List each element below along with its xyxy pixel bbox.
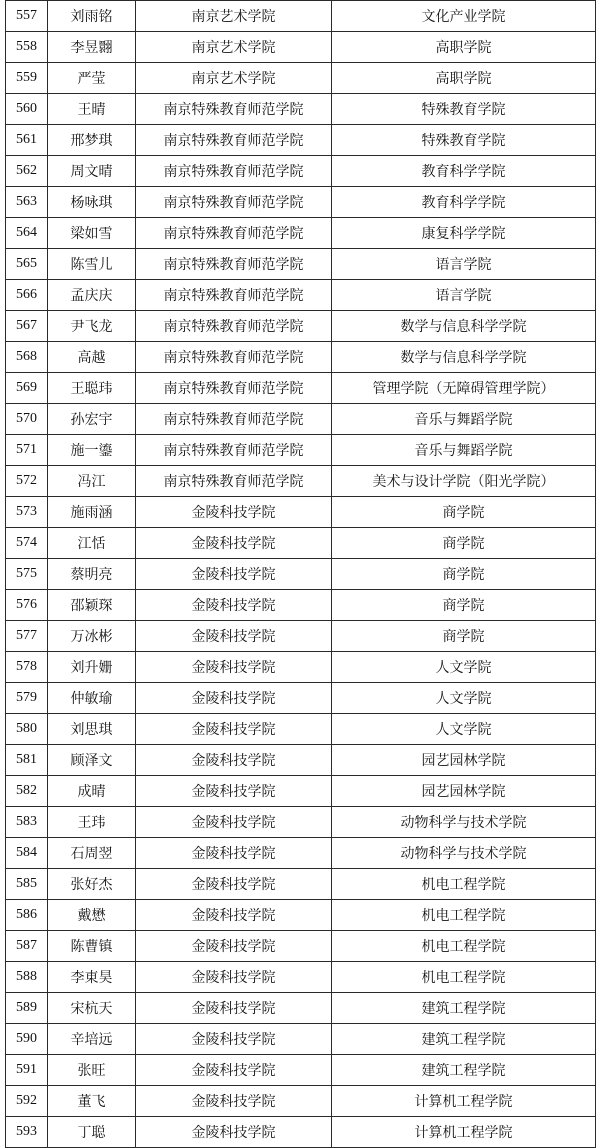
- row-number: 564: [6, 218, 48, 249]
- row-number: 576: [6, 590, 48, 621]
- college-name: 高职学院: [332, 32, 596, 63]
- row-number: 574: [6, 528, 48, 559]
- student-name: 刘雨铭: [48, 1, 136, 32]
- table-row: [6, 559, 596, 590]
- table-row: [6, 125, 596, 156]
- student-name: 辛培远: [48, 1024, 136, 1055]
- table-row: [6, 404, 596, 435]
- student-name: 王聪玮: [48, 373, 136, 404]
- student-name: 顾泽文: [48, 745, 136, 776]
- college-name: 建筑工程学院: [332, 1055, 596, 1086]
- table-row: [6, 63, 596, 94]
- row-number: 588: [6, 962, 48, 993]
- row-number: 561: [6, 125, 48, 156]
- college-name: 商学院: [332, 559, 596, 590]
- college-name: 机电工程学院: [332, 931, 596, 962]
- school-name: 金陵科技学院: [136, 838, 332, 869]
- row-number: 562: [6, 156, 48, 187]
- college-name: 园艺园林学院: [332, 745, 596, 776]
- student-name: 仲敏瑜: [48, 683, 136, 714]
- row-number: 559: [6, 63, 48, 94]
- student-name: 张旺: [48, 1055, 136, 1086]
- college-name: 计算机工程学院: [332, 1117, 596, 1148]
- college-name: 建筑工程学院: [332, 1024, 596, 1055]
- school-name: 南京特殊教育师范学院: [136, 311, 332, 342]
- student-name: 施一鎏: [48, 435, 136, 466]
- school-name: 金陵科技学院: [136, 559, 332, 590]
- student-name: 宋杭天: [48, 993, 136, 1024]
- college-name: 康复科学学院: [332, 218, 596, 249]
- school-name: 南京特殊教育师范学院: [136, 373, 332, 404]
- school-name: 金陵科技学院: [136, 714, 332, 745]
- table-row: [6, 435, 596, 466]
- college-name: 美术与设计学院（阳光学院）: [332, 466, 596, 497]
- roster-table: [5, 0, 596, 1148]
- college-name: 语言学院: [332, 249, 596, 280]
- row-number: 565: [6, 249, 48, 280]
- school-name: 金陵科技学院: [136, 1024, 332, 1055]
- roster-table-body: [6, 1, 596, 1148]
- student-name: 蔡明亮: [48, 559, 136, 590]
- row-number: 583: [6, 807, 48, 838]
- college-name: 音乐与舞蹈学院: [332, 404, 596, 435]
- school-name: 金陵科技学院: [136, 931, 332, 962]
- student-name: 万冰彬: [48, 621, 136, 652]
- college-name: 动物科学与技术学院: [332, 838, 596, 869]
- school-name: 金陵科技学院: [136, 1117, 332, 1148]
- school-name: 南京艺术学院: [136, 32, 332, 63]
- student-name: 周文晴: [48, 156, 136, 187]
- document-page: [5, 0, 595, 1148]
- college-name: 商学院: [332, 621, 596, 652]
- student-name: 刘思琪: [48, 714, 136, 745]
- college-name: 特殊教育学院: [332, 94, 596, 125]
- college-name: 商学院: [332, 590, 596, 621]
- student-name: 孟庆庆: [48, 280, 136, 311]
- college-name: 计算机工程学院: [332, 1086, 596, 1117]
- college-name: 商学院: [332, 497, 596, 528]
- row-number: 579: [6, 683, 48, 714]
- school-name: 南京特殊教育师范学院: [136, 280, 332, 311]
- row-number: 572: [6, 466, 48, 497]
- row-number: 587: [6, 931, 48, 962]
- table-row: [6, 342, 596, 373]
- row-number: 592: [6, 1086, 48, 1117]
- row-number: 585: [6, 869, 48, 900]
- table-row: [6, 993, 596, 1024]
- college-name: 商学院: [332, 528, 596, 559]
- school-name: 金陵科技学院: [136, 993, 332, 1024]
- table-row: [6, 683, 596, 714]
- row-number: 573: [6, 497, 48, 528]
- student-name: 陈雪儿: [48, 249, 136, 280]
- college-name: 语言学院: [332, 280, 596, 311]
- college-name: 机电工程学院: [332, 869, 596, 900]
- student-name: 董飞: [48, 1086, 136, 1117]
- table-row: [6, 621, 596, 652]
- school-name: 金陵科技学院: [136, 1055, 332, 1086]
- table-row: [6, 1055, 596, 1086]
- row-number: 558: [6, 32, 48, 63]
- student-name: 王晴: [48, 94, 136, 125]
- table-row: [6, 466, 596, 497]
- row-number: 581: [6, 745, 48, 776]
- table-row: [6, 1, 596, 32]
- table-row: [6, 1024, 596, 1055]
- student-name: 孙宏宇: [48, 404, 136, 435]
- student-name: 王玮: [48, 807, 136, 838]
- school-name: 南京艺术学院: [136, 63, 332, 94]
- student-name: 严莹: [48, 63, 136, 94]
- school-name: 金陵科技学院: [136, 621, 332, 652]
- row-number: 591: [6, 1055, 48, 1086]
- college-name: 人文学院: [332, 714, 596, 745]
- student-name: 冯江: [48, 466, 136, 497]
- student-name: 杨咏琪: [48, 187, 136, 218]
- student-name: 高越: [48, 342, 136, 373]
- school-name: 南京艺术学院: [136, 1, 332, 32]
- school-name: 南京特殊教育师范学院: [136, 125, 332, 156]
- row-number: 567: [6, 311, 48, 342]
- row-number: 586: [6, 900, 48, 931]
- student-name: 刘升姗: [48, 652, 136, 683]
- table-row: [6, 776, 596, 807]
- row-number: 568: [6, 342, 48, 373]
- school-name: 金陵科技学院: [136, 652, 332, 683]
- student-name: 丁聪: [48, 1117, 136, 1148]
- college-name: 机电工程学院: [332, 900, 596, 931]
- row-number: 577: [6, 621, 48, 652]
- school-name: 南京特殊教育师范学院: [136, 466, 332, 497]
- table-row: [6, 497, 596, 528]
- table-row: [6, 962, 596, 993]
- student-name: 邢梦琪: [48, 125, 136, 156]
- school-name: 金陵科技学院: [136, 900, 332, 931]
- college-name: 数学与信息科学学院: [332, 311, 596, 342]
- row-number: 569: [6, 373, 48, 404]
- row-number: 560: [6, 94, 48, 125]
- school-name: 金陵科技学院: [136, 745, 332, 776]
- table-row: [6, 187, 596, 218]
- school-name: 南京特殊教育师范学院: [136, 187, 332, 218]
- table-row: [6, 156, 596, 187]
- row-number: 589: [6, 993, 48, 1024]
- student-name: 陈曹镇: [48, 931, 136, 962]
- school-name: 金陵科技学院: [136, 590, 332, 621]
- table-row: [6, 590, 596, 621]
- table-row: [6, 218, 596, 249]
- college-name: 园艺园林学院: [332, 776, 596, 807]
- school-name: 南京特殊教育师范学院: [136, 435, 332, 466]
- table-row: [6, 900, 596, 931]
- student-name: 戴懋: [48, 900, 136, 931]
- table-row: [6, 869, 596, 900]
- student-name: 邵颖琛: [48, 590, 136, 621]
- college-name: 动物科学与技术学院: [332, 807, 596, 838]
- college-name: 特殊教育学院: [332, 125, 596, 156]
- school-name: 金陵科技学院: [136, 962, 332, 993]
- row-number: 563: [6, 187, 48, 218]
- row-number: 582: [6, 776, 48, 807]
- school-name: 金陵科技学院: [136, 869, 332, 900]
- row-number: 570: [6, 404, 48, 435]
- student-name: 江恬: [48, 528, 136, 559]
- row-number: 580: [6, 714, 48, 745]
- table-row: [6, 714, 596, 745]
- row-number: 557: [6, 1, 48, 32]
- school-name: 金陵科技学院: [136, 683, 332, 714]
- student-name: 尹飞龙: [48, 311, 136, 342]
- table-row: [6, 280, 596, 311]
- table-row: [6, 528, 596, 559]
- table-row: [6, 373, 596, 404]
- table-row: [6, 311, 596, 342]
- school-name: 金陵科技学院: [136, 776, 332, 807]
- college-name: 机电工程学院: [332, 962, 596, 993]
- row-number: 590: [6, 1024, 48, 1055]
- college-name: 高职学院: [332, 63, 596, 94]
- table-row: [6, 32, 596, 63]
- school-name: 南京特殊教育师范学院: [136, 218, 332, 249]
- college-name: 人文学院: [332, 683, 596, 714]
- school-name: 金陵科技学院: [136, 528, 332, 559]
- school-name: 金陵科技学院: [136, 1086, 332, 1117]
- row-number: 571: [6, 435, 48, 466]
- table-row: [6, 807, 596, 838]
- row-number: 584: [6, 838, 48, 869]
- table-row: [6, 931, 596, 962]
- school-name: 南京特殊教育师范学院: [136, 156, 332, 187]
- student-name: 张好杰: [48, 869, 136, 900]
- table-row: [6, 1086, 596, 1117]
- row-number: 578: [6, 652, 48, 683]
- college-name: 音乐与舞蹈学院: [332, 435, 596, 466]
- table-row: [6, 94, 596, 125]
- school-name: 南京特殊教育师范学院: [136, 249, 332, 280]
- student-name: 梁如雪: [48, 218, 136, 249]
- table-row: [6, 249, 596, 280]
- school-name: 金陵科技学院: [136, 497, 332, 528]
- student-name: 石周翌: [48, 838, 136, 869]
- college-name: 教育科学学院: [332, 156, 596, 187]
- school-name: 南京特殊教育师范学院: [136, 94, 332, 125]
- student-name: 成晴: [48, 776, 136, 807]
- student-name: 李東昊: [48, 962, 136, 993]
- row-number: 566: [6, 280, 48, 311]
- college-name: 人文学院: [332, 652, 596, 683]
- school-name: 南京特殊教育师范学院: [136, 404, 332, 435]
- row-number: 593: [6, 1117, 48, 1148]
- college-name: 文化产业学院: [332, 1, 596, 32]
- college-name: 管理学院（无障碍管理学院）: [332, 373, 596, 404]
- college-name: 教育科学学院: [332, 187, 596, 218]
- table-row: [6, 838, 596, 869]
- table-row: [6, 652, 596, 683]
- school-name: 金陵科技学院: [136, 807, 332, 838]
- college-name: 建筑工程学院: [332, 993, 596, 1024]
- college-name: 数学与信息科学学院: [332, 342, 596, 373]
- row-number: 575: [6, 559, 48, 590]
- school-name: 南京特殊教育师范学院: [136, 342, 332, 373]
- student-name: 施雨涵: [48, 497, 136, 528]
- table-row: [6, 745, 596, 776]
- student-name: 李昱翾: [48, 32, 136, 63]
